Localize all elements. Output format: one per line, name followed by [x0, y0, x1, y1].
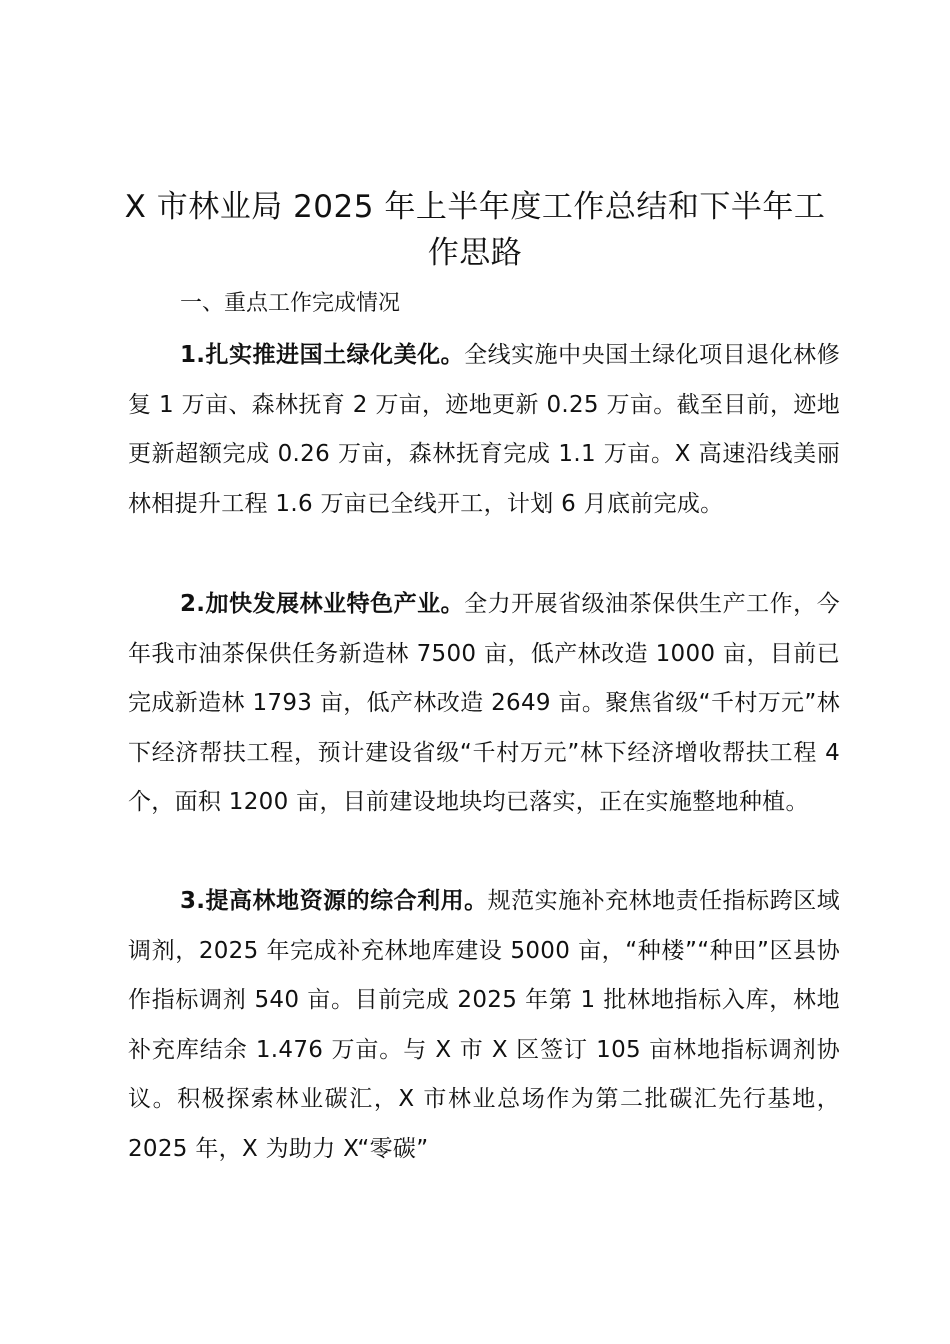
paragraph-2-body: 全力开展省级油茶保供生产工作，今年我市油茶保供任务新造林 7500 亩，低产林改造 1000 亩，目前已完成新造林 1793 亩，低产林改造 2649 亩。聚焦省级“千村万元”林下经济帮扶工程，预计建设省级“千村万元”林下经济增收帮扶工程 4 个，面积 1200 亩，目前建设地块均已落实，正在实施整地种植。: [128, 591, 840, 815]
paragraph-3-lead: 3.提高林地资源的综合利用。: [180, 888, 488, 914]
paragraph-2-lead: 2.加快发展林业特色产业。: [180, 591, 465, 617]
paragraph-2: [128, 580, 840, 828]
document-title: X 市林业局 2025 年上半年度工作总结和下半年工作思路: [124, 189, 826, 271]
paragraph-1: [128, 331, 840, 529]
paragraph-3: [128, 877, 840, 1174]
paragraph-3-body: 规范实施补充林地责任指标跨区域调剂，2025 年完成补充林地库建设 5000 亩，“种楼”“种田”区县协作指标调剂 540 亩。目前完成 2025 年第 1 批林地指标入库，林地补充库结余 1.476 万亩。与 X 市 X 区签订 105 亩林地指标调剂协议。积极探索林业碳汇，X 市林业总场作为第二批碳汇先行基地，2025 年，X 为助力 X“零碳”: [128, 888, 841, 1162]
section-heading: 一、重点工作完成情况: [180, 291, 401, 316]
paragraph-1-lead: 1.扎实推进国土绿化美化。: [180, 342, 465, 368]
paragraph-1-body: 全线实施中央国土绿化项目退化林修复 1 万亩、森林抚育 2 万亩，迹地更新 0.25 万亩。截至目前，迹地更新超额完成 0.26 万亩，森林抚育完成 1.1 万亩。X 高速沿线美丽林相提升工程 1.6 万亩已全线开工，计划 6 月底前完成。: [128, 342, 840, 517]
